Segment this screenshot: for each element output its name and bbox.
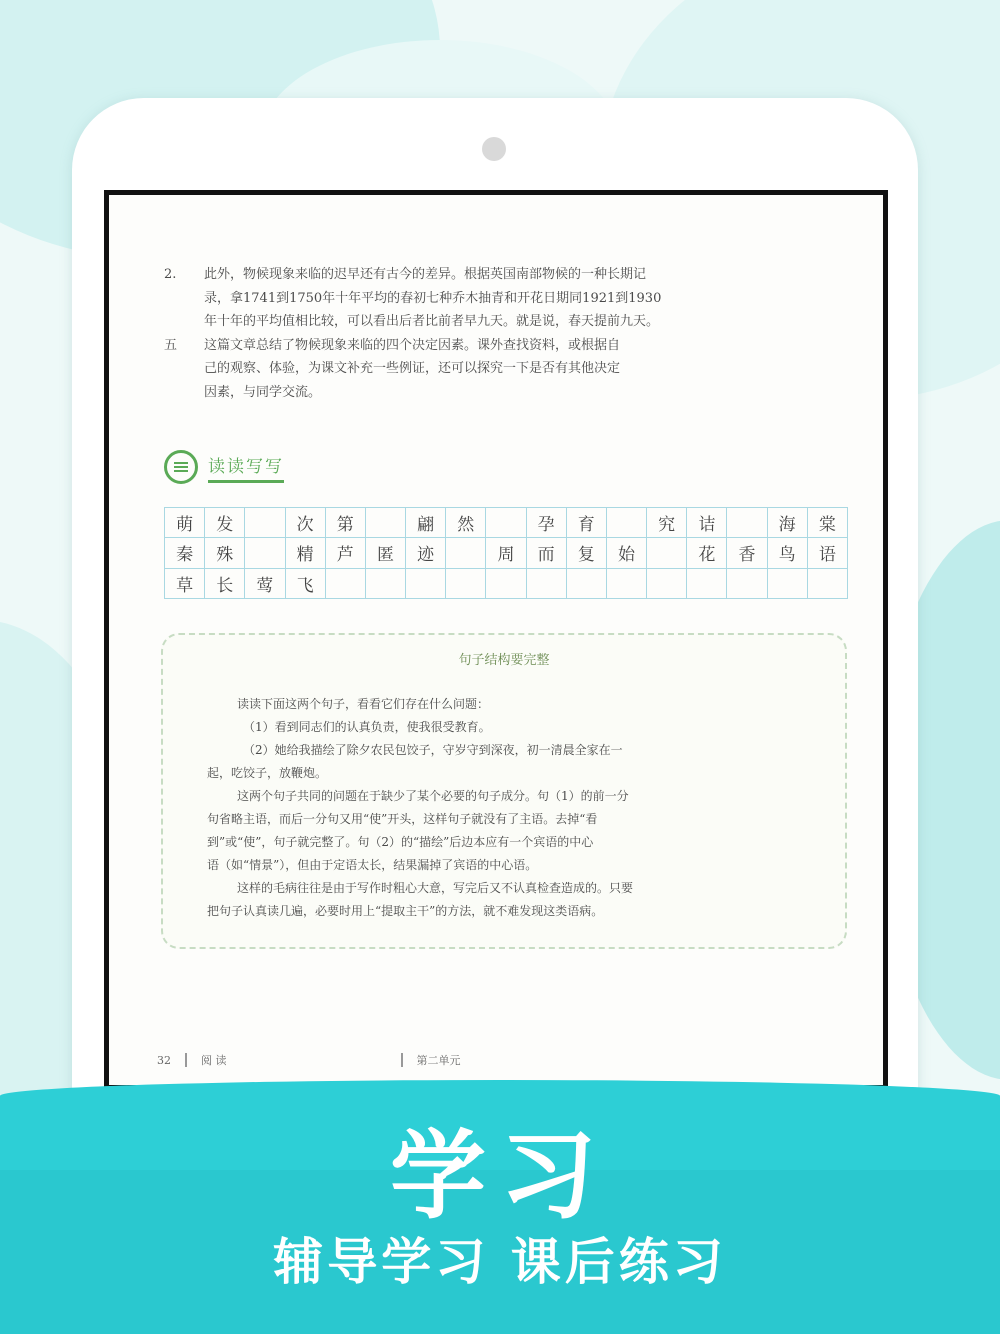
grid-cell: 长 bbox=[205, 568, 245, 598]
grid-cell bbox=[727, 568, 767, 598]
grid-cell: 始 bbox=[606, 538, 646, 568]
exercise-item-5 bbox=[164, 334, 854, 358]
grid-cell bbox=[486, 508, 526, 538]
grid-cell bbox=[526, 568, 566, 598]
textbook-page-screen[interactable] bbox=[104, 190, 888, 1090]
grid-cell: 而 bbox=[526, 538, 566, 568]
grid-cell: 萌 bbox=[165, 508, 205, 538]
camera-dot bbox=[482, 137, 506, 161]
grid-cell bbox=[767, 568, 807, 598]
text-line: 年十年的平均值相比较，可以看出后者比前者早九天。就是说，春天提前九天。 bbox=[204, 314, 660, 329]
grid-cell: 次 bbox=[285, 508, 325, 538]
tip-paragraph: 这样的毛病往往是由于写作时粗心大意，写完后又不认真检查造成的。只要 bbox=[237, 881, 634, 895]
banner-title: 学习 bbox=[390, 1120, 610, 1232]
grid-cell bbox=[365, 568, 405, 598]
grid-cell bbox=[606, 508, 646, 538]
tip-paragraph: 把句子认真读几遍，必要时用上“提取主干”的方法，就不难发现这类语病。 bbox=[207, 904, 604, 918]
grid-cell bbox=[647, 538, 687, 568]
grid-cell: 花 bbox=[687, 538, 727, 568]
grid-cell bbox=[245, 508, 285, 538]
item-number: 2. bbox=[164, 267, 177, 282]
footer-unit: 第二单元 bbox=[416, 1054, 461, 1067]
tip-paragraph: （1）看到同志们的认真负责，使我很受教育。 bbox=[243, 720, 491, 734]
grid-cell: 匿 bbox=[365, 538, 405, 568]
grid-cell: 莺 bbox=[245, 568, 285, 598]
grid-cell: 棠 bbox=[807, 508, 847, 538]
grid-cell bbox=[566, 568, 606, 598]
tip-paragraph: 读读下面这两个句子，看看它们存在什么问题： bbox=[237, 697, 490, 711]
tip-paragraph: 句省略主语，而后一分句又用“使”开头，这样句子就没有了主语。去掉“看 bbox=[207, 812, 598, 826]
grid-cell: 鸟 bbox=[767, 538, 807, 568]
grid-cell bbox=[406, 568, 446, 598]
grid-cell: 草 bbox=[165, 568, 205, 598]
section-header bbox=[164, 450, 284, 484]
grid-cell: 然 bbox=[446, 508, 486, 538]
character-grid bbox=[164, 507, 848, 599]
tip-title: 句子结构要完整 bbox=[458, 653, 550, 668]
grid-row bbox=[165, 538, 848, 568]
grid-cell: 精 bbox=[285, 538, 325, 568]
grid-cell: 语 bbox=[807, 538, 847, 568]
text-line: 己的观察、体验，为课文补充一些例证，还可以探究一下是否有其他决定 bbox=[204, 361, 621, 376]
grid-cell: 周 bbox=[486, 538, 526, 568]
grid-row bbox=[165, 508, 848, 538]
grid-cell: 诘 bbox=[687, 508, 727, 538]
exercise-item-2 bbox=[164, 263, 854, 287]
tip-body bbox=[207, 693, 827, 923]
tip-paragraph: 这两个句子共同的问题在于缺少了某个必要的句子成分。句（1）的前一分 bbox=[237, 789, 629, 803]
grid-cell bbox=[727, 508, 767, 538]
grid-cell bbox=[687, 568, 727, 598]
page-number: 32 bbox=[157, 1053, 171, 1067]
grid-cell: 究 bbox=[647, 508, 687, 538]
grid-cell bbox=[647, 568, 687, 598]
grid-row bbox=[165, 568, 848, 598]
text-line: 录，拿1741到1750年十年平均的春初七种乔木抽青和开花日期同1921到1930 bbox=[204, 290, 662, 306]
tip-paragraph: 起，吃饺子，放鞭炮。 bbox=[207, 766, 328, 780]
grid-cell: 发 bbox=[205, 508, 245, 538]
text-line: 因素，与同学交流。 bbox=[204, 384, 322, 400]
grid-cell bbox=[446, 538, 486, 568]
grid-cell: 育 bbox=[566, 508, 606, 538]
text-line: 此外，物候现象来临的迟早还有古今的差异。根据英国南部物候的一种长期记 bbox=[204, 267, 647, 282]
grid-cell: 殊 bbox=[205, 538, 245, 568]
grid-cell bbox=[606, 568, 646, 598]
tip-paragraph: 语（如“情景”），但由于定语太长，结果漏掉了宾语的中心语。 bbox=[207, 858, 538, 872]
grid-cell bbox=[325, 568, 365, 598]
grid-cell: 飞 bbox=[285, 568, 325, 598]
grid-cell: 复 bbox=[566, 538, 606, 568]
grid-cell: 秦 bbox=[165, 538, 205, 568]
grid-cell: 芦 bbox=[325, 538, 365, 568]
grid-cell bbox=[807, 568, 847, 598]
grid-cell: 迹 bbox=[406, 538, 446, 568]
banner-subtitle: 辅导学习 课后练习 bbox=[273, 1233, 727, 1291]
footer-section: 阅 读 bbox=[201, 1054, 227, 1067]
grid-cell bbox=[446, 568, 486, 598]
tip-paragraph: （2）她给我描绘了除夕农民包饺子，守岁守到深夜，初一清晨全家在一 bbox=[243, 743, 623, 757]
grid-cell: 翩 bbox=[406, 508, 446, 538]
grid-cell: 海 bbox=[767, 508, 807, 538]
tip-paragraph: 到”或“使”，句子就完整了。句（2）的“描绘”后边本应有一个宾语的中心 bbox=[207, 835, 594, 849]
grid-cell bbox=[486, 568, 526, 598]
item-number: 五 bbox=[164, 337, 178, 353]
text-line: 这篇文章总结了物候现象来临的四个决定因素。课外查找资料，或根据自 bbox=[204, 337, 621, 353]
section-three-icon bbox=[164, 450, 198, 484]
grid-cell: 孕 bbox=[526, 508, 566, 538]
section-title: 读读写写 bbox=[208, 452, 284, 483]
tip-box bbox=[161, 633, 847, 949]
grid-cell bbox=[245, 538, 285, 568]
grid-cell: 第 bbox=[325, 508, 365, 538]
exercise-text bbox=[164, 263, 854, 404]
page-footer bbox=[157, 1052, 857, 1068]
grid-cell bbox=[365, 508, 405, 538]
grid-cell: 香 bbox=[727, 538, 767, 568]
